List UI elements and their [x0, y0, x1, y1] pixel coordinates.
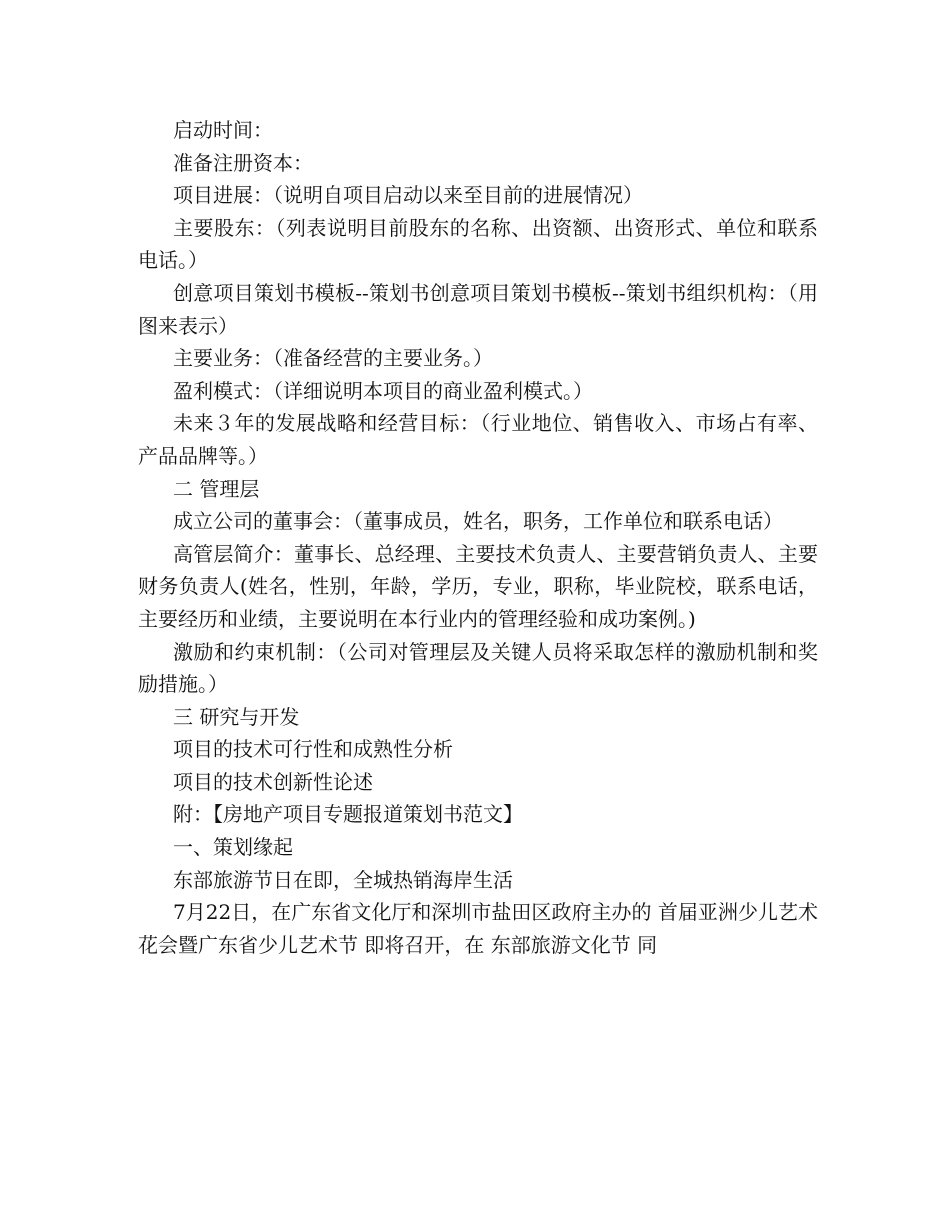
paragraph-main-shareholders: 主要股东：（列表说明目前股东的名称、出资额、出资形式、单位和联系电话。） — [138, 215, 818, 273]
paragraph-strategy-goals: 未来３年的发展战略和经营目标：（行业地位、销售收入、市场占有率、产品品牌等。） — [138, 411, 818, 468]
paragraph-appendix-title: 附：【房地产项目专题报道策划书范文】 — [173, 802, 523, 827]
paragraph-registered-capital: 准备注册资本： — [173, 150, 313, 175]
paragraph-tech-innovation: 项目的技术创新性论述 — [173, 769, 373, 794]
document-body — [138, 114, 818, 961]
paragraph-incentives: 激励和约束机制：（公司对管理层及关键人员将采取怎样的激励机制和奖励措施。） — [138, 639, 818, 697]
section-heading-management: 二 管理层 — [173, 476, 260, 501]
paragraph-start-time: 启动时间： — [173, 118, 273, 142]
section-heading-origin: 一、策划缘起 — [173, 835, 293, 860]
paragraph-main-business: 主要业务：（准备经营的主要业务。） — [173, 346, 493, 371]
paragraph-profit-model: 盈利模式：（详细说明本项目的商业盈利模式。） — [173, 378, 593, 403]
paragraph-project-progress: 项目进展：（说明自项目启动以来至目前的进展情况） — [173, 183, 643, 208]
paragraph-tourism-festival: 东部旅游节日在即，全城热销海岸生活 — [173, 867, 513, 892]
paragraph-board: 成立公司的董事会：（董事成员，姓名，职务，工作单位和联系电话） — [173, 509, 783, 534]
paragraph-organization: 创意项目策划书模板--策划书创意项目策划书模板--策划书组织机构：（用图来表示） — [138, 280, 818, 338]
section-heading-research: 三 研究与开发 — [173, 704, 300, 729]
paragraph-tech-feasibility: 项目的技术可行性和成熟性分析 — [173, 737, 453, 762]
paragraph-july-event: 7月22日，在广东省文化厅和深圳市盐田区政府主办的 首届亚洲少儿艺术花会暨广东省少儿艺术节 即将召开，在 东部旅游文化节 同 — [138, 900, 818, 957]
paragraph-executives: 高管层简介：董事长、总经理、主要技术负责人、主要营销负责人、主要财务负责人(姓名，性别，年龄，学历，专业，职称，毕业院校，联系电话，主要经历和业绩，主要说明在本行业内的管理经验和成功案例。) — [138, 541, 818, 631]
